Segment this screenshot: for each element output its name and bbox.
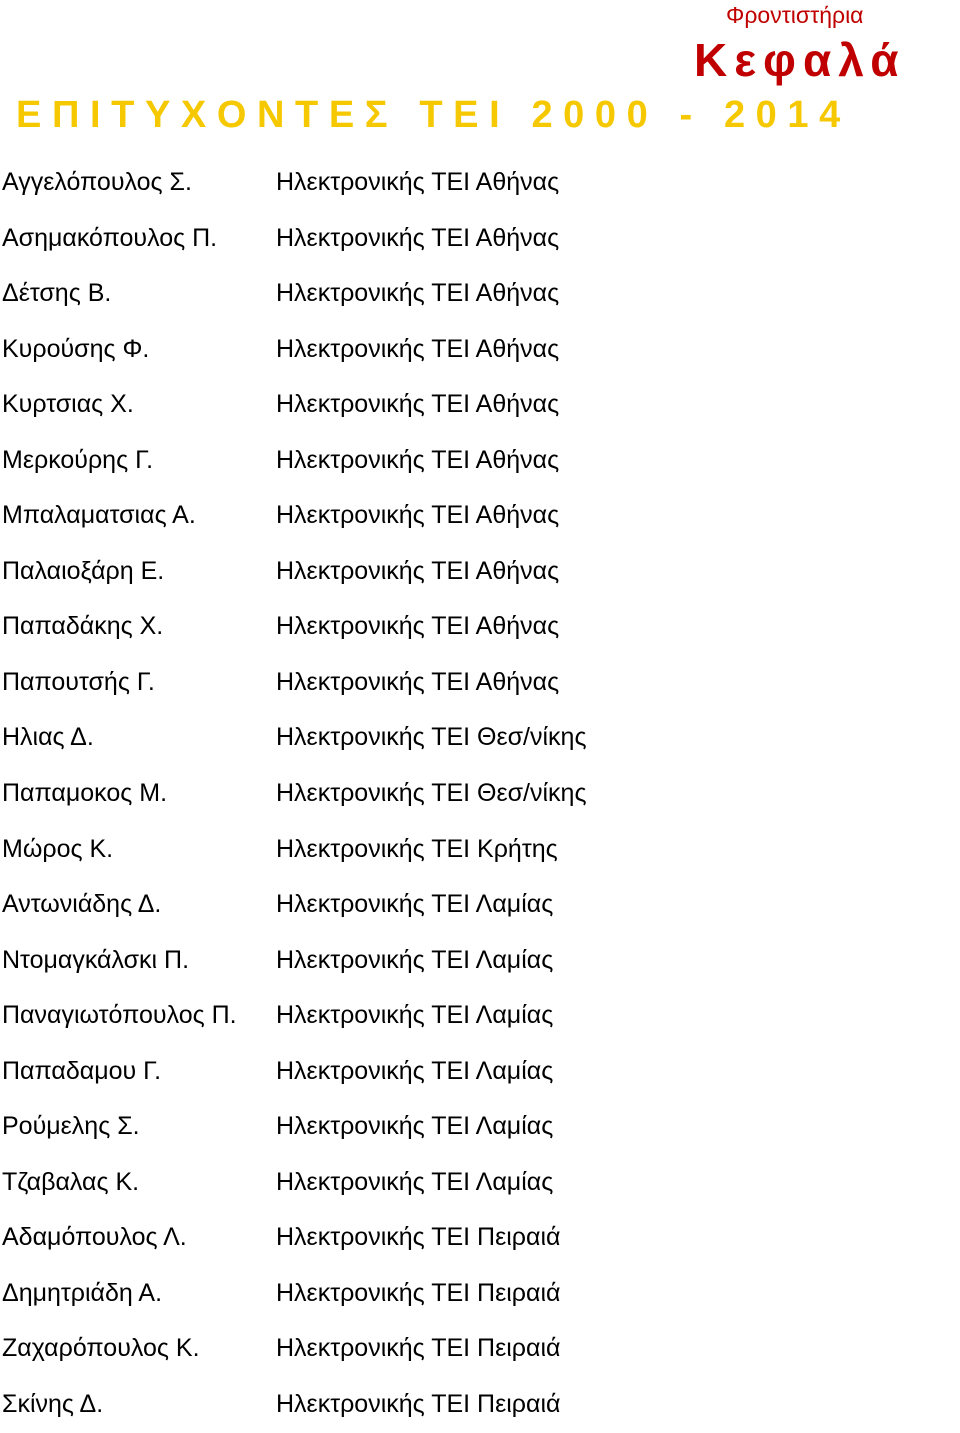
student-name: Μπαλαματσιας Α. xyxy=(2,501,196,530)
school-name: Ηλεκτρονικής ΤΕΙ Λαμίας xyxy=(276,890,554,919)
school-name: Ηλεκτρονικής ΤΕΙ Αθήνας xyxy=(276,390,560,419)
student-name: Ρούμελης Σ. xyxy=(2,1112,140,1141)
school-name: Ηλεκτρονικής ΤΕΙ Λαμίας xyxy=(276,945,554,974)
list-item xyxy=(0,488,960,544)
school-name: Ηλεκτρονικής ΤΕΙ Πειραιά xyxy=(276,1334,561,1363)
list-item xyxy=(0,766,960,822)
list-item xyxy=(0,433,960,489)
student-name: Μώρος Κ. xyxy=(2,834,114,863)
school-name: Ηλεκτρονικής ΤΕΙ Θεσ/νίκης xyxy=(276,723,587,752)
student-name: Σκίνης Δ. xyxy=(2,1390,104,1419)
student-name: Παπουτσής Γ. xyxy=(2,667,155,696)
school-name: Ηλεκτρονικής ΤΕΙ Λαμίας xyxy=(276,1056,554,1085)
list-item xyxy=(0,1099,960,1155)
school-name: Ηλεκτρονικής ΤΕΙ Πειραιά xyxy=(276,1390,561,1419)
student-name: Ντομαγκάλσκι Π. xyxy=(2,945,190,974)
list-item xyxy=(0,544,960,600)
list-item xyxy=(0,988,960,1044)
school-name: Ηλεκτρονικής ΤΕΙ Αθήνας xyxy=(276,223,560,252)
student-name: Παλαιοξάρη Ε. xyxy=(2,556,165,585)
student-name: Ασημακόπουλος Π. xyxy=(2,223,218,252)
student-name: Αντωνιάδης Δ. xyxy=(2,890,162,919)
list-item xyxy=(0,655,960,711)
student-name: Τζαβαλας Κ. xyxy=(2,1167,140,1196)
school-name: Ηλεκτρονικής ΤΕΙ Αθήνας xyxy=(276,501,560,530)
school-name: Ηλεκτρονικής ΤΕΙ Αθήνας xyxy=(276,168,560,196)
student-name: Μερκούρης Γ. xyxy=(2,445,154,474)
list-item xyxy=(0,1321,960,1377)
school-name: Ηλεκτρονικής ΤΕΙ Αθήνας xyxy=(276,334,560,363)
student-name: Παπαδάκης Χ. xyxy=(2,612,164,641)
student-name: Ζαχαρόπουλος Κ. xyxy=(2,1334,200,1363)
student-name: Παπαμοκος Μ. xyxy=(2,779,168,808)
list-item xyxy=(0,710,960,766)
student-name: Δέτσης Β. xyxy=(2,279,112,308)
list-item xyxy=(0,1210,960,1266)
brand-subtitle: Φροντιστήρια xyxy=(726,2,864,28)
list-item xyxy=(0,599,960,655)
list-item xyxy=(0,377,960,433)
school-name: Ηλεκτρονικής ΤΕΙ Πειραιά xyxy=(276,1223,561,1252)
student-name: Παπαδαμου Γ. xyxy=(2,1056,162,1085)
list-item xyxy=(0,211,960,267)
school-name: Ηλεκτρονικής ΤΕΙ Κρήτης xyxy=(276,834,558,863)
student-name: Αδαμόπουλος Λ. xyxy=(2,1223,187,1252)
school-name: Ηλεκτρονικής ΤΕΙ Αθήνας xyxy=(276,612,560,641)
student-name: Κυρτσιας Χ. xyxy=(2,390,134,419)
brand-name: Κεφαλά xyxy=(694,34,906,86)
school-name: Ηλεκτρονικής ΤΕΙ Λαμίας xyxy=(276,1001,554,1030)
school-name: Ηλεκτρονικής ΤΕΙ Αθήνας xyxy=(276,445,560,474)
school-name: Ηλεκτρονικής ΤΕΙ Αθήνας xyxy=(276,667,560,696)
student-name: Δημητριάδη Α. xyxy=(2,1278,163,1307)
school-name: Ηλεκτρονικής ΤΕΙ Αθήνας xyxy=(276,556,560,585)
list-item xyxy=(0,1266,960,1322)
list-item xyxy=(0,322,960,378)
list-item xyxy=(0,155,960,211)
student-name: Ηλιας Δ. xyxy=(2,723,94,752)
school-name: Ηλεκτρονικής ΤΕΙ Πειραιά xyxy=(276,1278,561,1307)
list-item xyxy=(0,266,960,322)
list-item xyxy=(0,1155,960,1211)
list-item xyxy=(0,1044,960,1100)
student-name: Κυρούσης Φ. xyxy=(2,334,150,363)
list-item xyxy=(0,933,960,989)
list-item xyxy=(0,822,960,878)
student-name: Αγγελόπουλος Σ. xyxy=(2,168,192,196)
results-list xyxy=(0,155,960,1433)
school-name: Ηλεκτρονικής ΤΕΙ Λαμίας xyxy=(276,1112,554,1141)
school-name: Ηλεκτρονικής ΤΕΙ Λαμίας xyxy=(276,1167,554,1196)
student-name: Παναγιωτόπουλος Π. xyxy=(2,1001,237,1030)
school-name: Ηλεκτρονικής ΤΕΙ Θεσ/νίκης xyxy=(276,779,587,808)
page-title: ΕΠΙΤΥΧΟΝΤΕΣ ΤΕΙ 2000 - 2014 xyxy=(16,94,851,136)
list-item xyxy=(0,877,960,933)
school-name: Ηλεκτρονικής ΤΕΙ Αθήνας xyxy=(276,279,560,308)
list-item xyxy=(0,1377,960,1433)
